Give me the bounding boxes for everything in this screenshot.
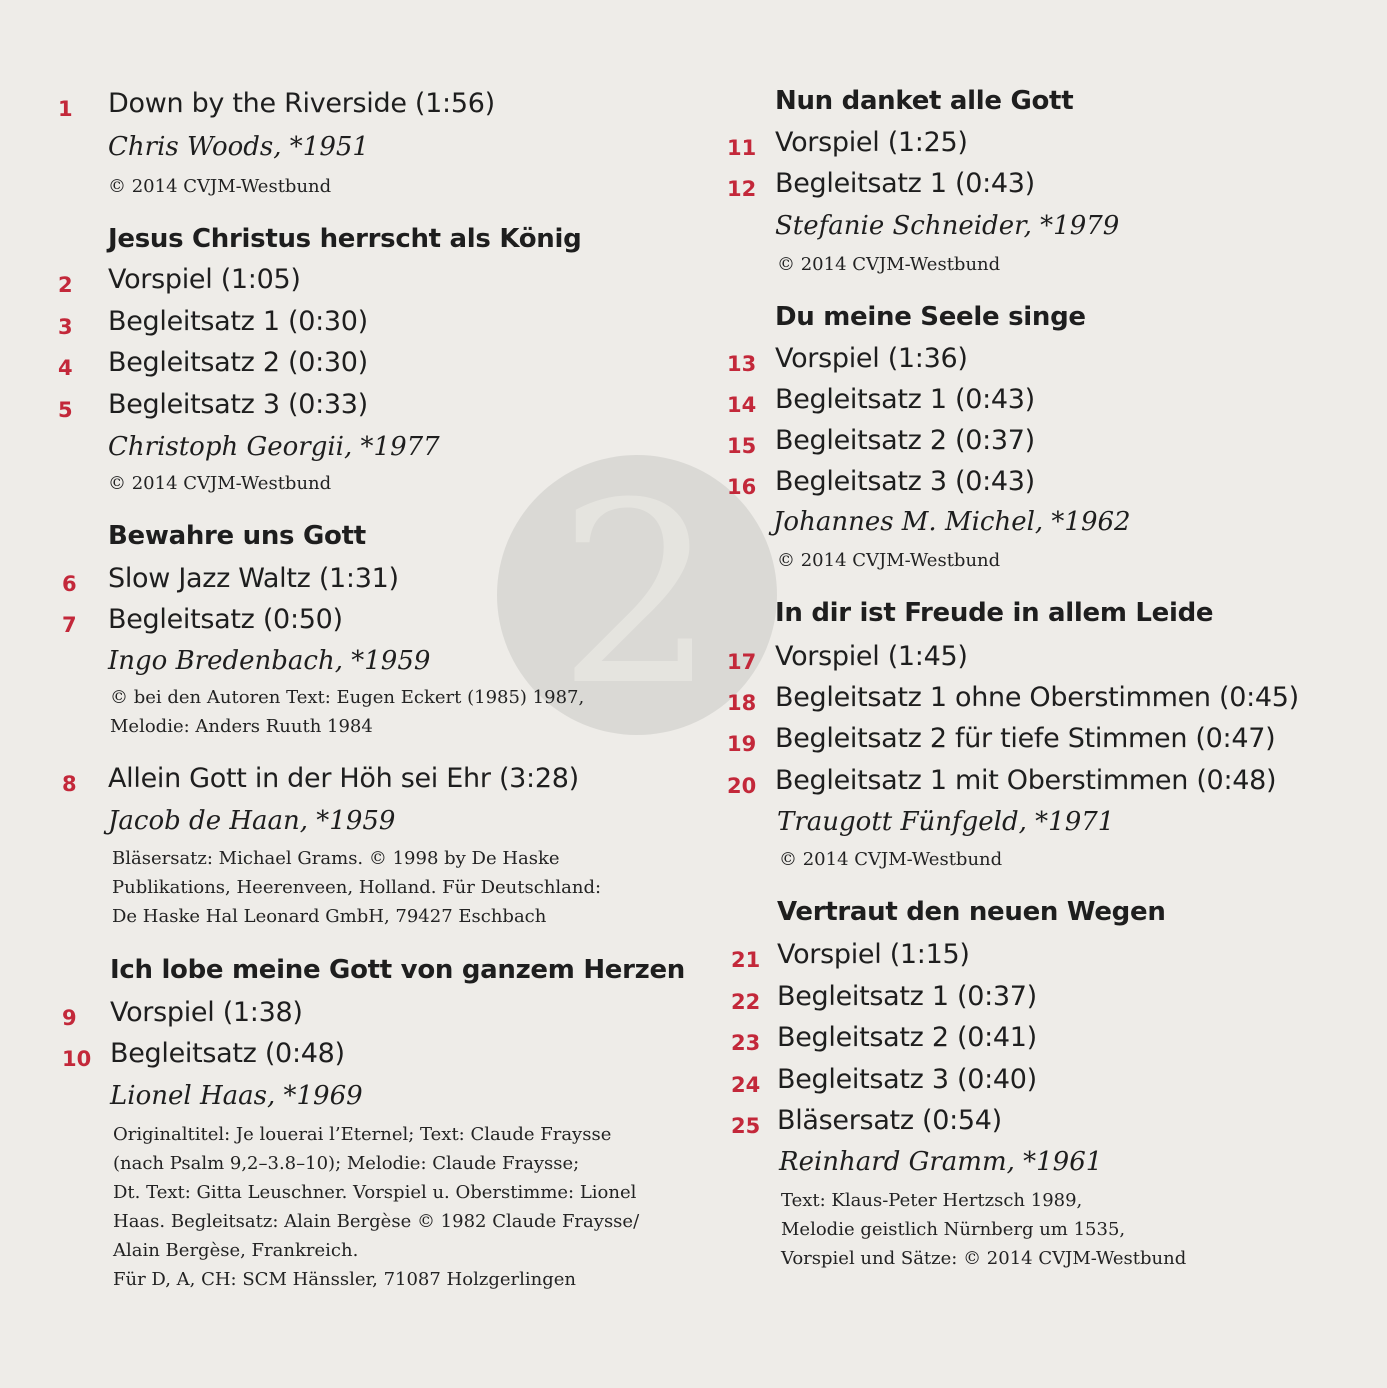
track-title: Begleitsatz 1 mit Oberstimmen (0:48) [775,765,1277,796]
track-number: 18 [727,691,757,715]
track-title: Begleitsatz 1 (0:37) [777,981,1037,1012]
track-title: Vorspiel (1:25) [775,127,968,158]
section-heading: Bewahre uns Gott [108,521,366,551]
track-number: 5 [58,398,73,422]
copyright-note: Für D, A, CH: SCM Hänssler, 71087 Holzgerlingen [113,1269,576,1290]
track-number: 23 [731,1031,761,1055]
track-title: Begleitsatz (0:50) [108,604,343,635]
copyright-note: Vorspiel und Sätze: © 2014 CVJM-Westbund [781,1248,1187,1269]
track-title: Vorspiel (1:15) [777,939,970,970]
copyright-note: © 2014 CVJM-Westbund [777,254,1001,275]
copyright-note: Originaltitel: Je louerai l’Eternel; Text: Claude Fraysse [113,1124,612,1145]
copyright-note: Haas. Begleitsatz: Alain Bergèse © 1982 Claude Fraysse/ [113,1211,640,1232]
track-number: 10 [62,1047,92,1071]
section-heading: Ich lobe meine Gott von ganzem Herzen [110,955,686,985]
track-title: Allein Gott in der Höh sei Ehr (3:28) [108,763,579,794]
composer: Chris Woods, *1951 [108,132,369,162]
composer: Stefanie Schneider, *1979 [775,211,1120,241]
copyright-note: © 2014 CVJM-Westbund [108,473,332,494]
track-number: 9 [62,1006,77,1030]
track-number: 2 [58,273,73,297]
composer: Christoph Georgii, *1977 [108,432,440,462]
track-title: Vorspiel (1:38) [110,997,303,1028]
track-number: 12 [727,177,757,201]
track-title: Begleitsatz (0:48) [110,1038,345,1069]
copyright-note: © 2014 CVJM-Westbund [777,550,1001,571]
copyright-note: © 2014 CVJM-Westbund [108,176,332,197]
track-title: Begleitsatz 2 (0:41) [777,1022,1037,1053]
section-heading: Jesus Christus herrscht als König [108,224,582,254]
section-heading: Nun danket alle Gott [775,86,1074,116]
copyright-note: Dt. Text: Gitta Leuschner. Vorspiel u. Oberstimme: Lionel [113,1182,637,1203]
track-title: Begleitsatz 3 (0:40) [777,1064,1037,1095]
composer: Reinhard Gramm, *1961 [779,1147,1103,1177]
copyright-note: Alain Bergèse, Frankreich. [113,1240,359,1261]
section-heading: In dir ist Freude in allem Leide [775,598,1214,628]
track-title: Begleitsatz 2 für tiefe Stimmen (0:47) [775,723,1276,754]
track-number: 8 [62,772,77,796]
composer: Lionel Haas, *1969 [110,1081,363,1111]
track-title: Vorspiel (1:45) [775,641,968,672]
track-title: Begleitsatz 2 (0:37) [775,425,1035,456]
track-number: 21 [731,948,761,972]
copyright-note: © bei den Autoren Text: Eugen Eckert (1985) 1987, [110,687,585,708]
track-title: Begleitsatz 1 ohne Oberstimmen (0:45) [775,682,1299,713]
copyright-note: Text: Klaus-Peter Hertzsch 1989, [781,1190,1083,1211]
track-title: Begleitsatz 1 (0:30) [108,306,368,337]
track-number: 24 [731,1073,761,1097]
track-number: 15 [727,434,757,458]
track-number: 25 [731,1114,761,1138]
track-number: 7 [62,613,77,637]
track-number: 6 [62,572,77,596]
track-title: Begleitsatz 1 (0:43) [775,384,1035,415]
track-title: Bläsersatz (0:54) [777,1105,1002,1136]
composer: Traugott Fünfgeld, *1971 [777,807,1115,837]
track-number: 1 [58,97,73,121]
copyright-note: Melodie geistlich Nürnberg um 1535, [781,1219,1126,1240]
track-title: Slow Jazz Waltz (1:31) [108,563,399,594]
copyright-note: Bläsersatz: Michael Grams. © 1998 by De Haske [112,848,560,869]
track-title: Begleitsatz 1 (0:43) [775,168,1035,199]
track-title: Begleitsatz 3 (0:33) [108,389,368,420]
track-title: Down by the Riverside (1:56) [108,88,495,119]
track-title: Vorspiel (1:36) [775,343,968,374]
track-number: 4 [58,356,73,380]
disc-number: 2 [557,449,717,740]
copyright-note: Melodie: Anders Ruuth 1984 [110,716,373,737]
copyright-note: (nach Psalm 9,2–3.8–10); Melodie: Claude Fraysse; [113,1153,580,1174]
track-number: 14 [727,393,757,417]
track-number: 17 [727,650,757,674]
track-title: Vorspiel (1:05) [108,264,301,295]
track-number: 11 [727,136,757,160]
track-number: 16 [727,475,757,499]
composer: Jacob de Haan, *1959 [108,806,396,836]
track-number: 13 [727,352,757,376]
copyright-note: De Haske Hal Leonard GmbH, 79427 Eschbach [112,906,547,927]
copyright-note: © 2014 CVJM-Westbund [779,849,1003,870]
track-number: 3 [58,315,73,339]
track-number: 20 [727,774,757,798]
copyright-note: Publikations, Heerenveen, Holland. Für Deutschland: [112,877,602,898]
composer: Ingo Bredenbach, *1959 [108,646,431,676]
composer: Johannes M. Michel, *1962 [773,507,1131,537]
track-title: Begleitsatz 2 (0:30) [108,347,368,378]
track-title: Begleitsatz 3 (0:43) [775,466,1035,497]
track-number: 19 [727,732,757,756]
section-heading: Vertraut den neuen Wegen [777,897,1166,927]
track-number: 22 [731,990,761,1014]
section-heading: Du meine Seele singe [775,302,1086,332]
